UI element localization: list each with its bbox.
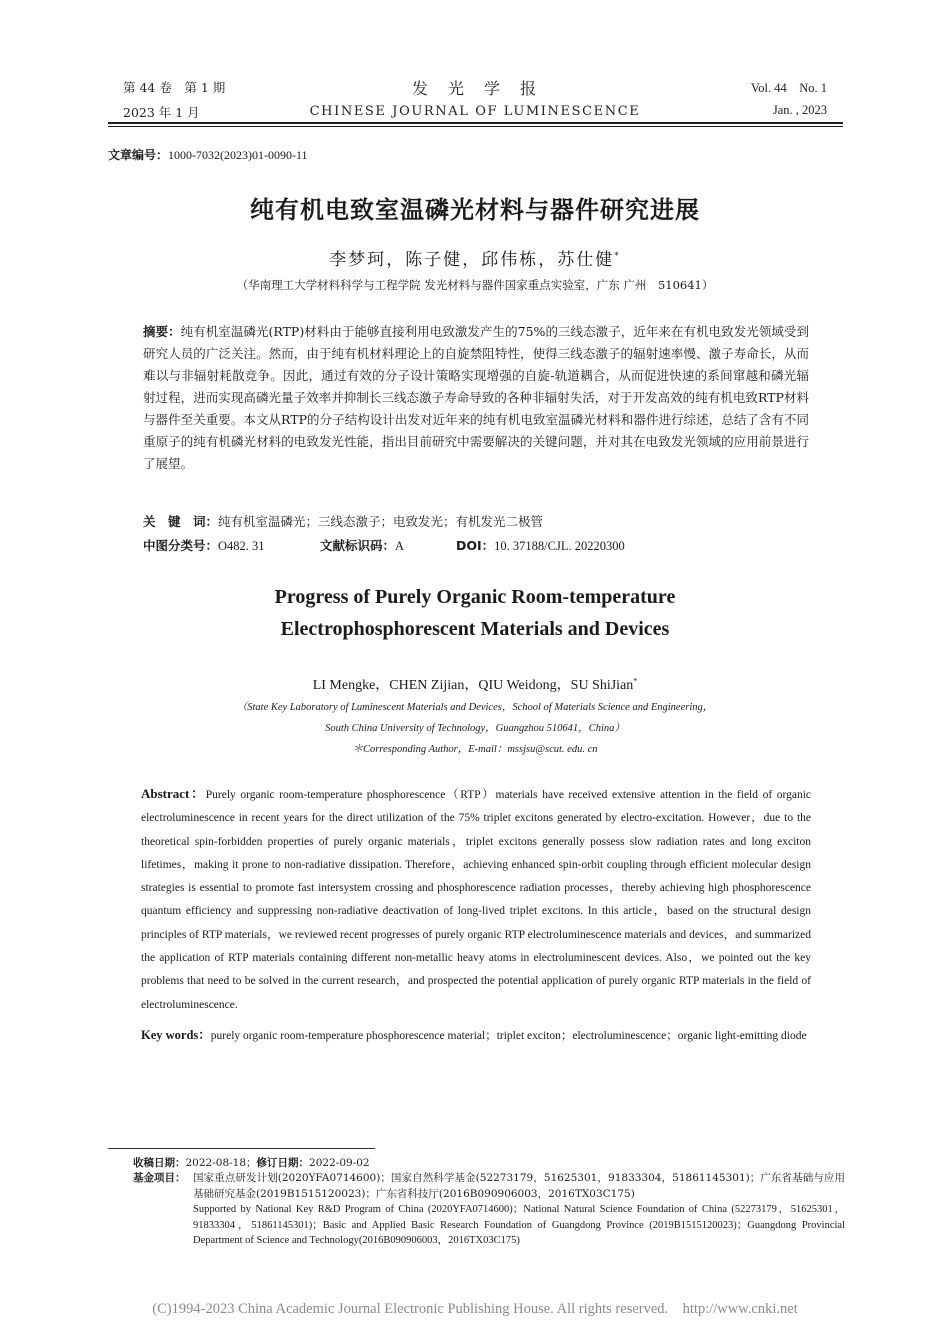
document-code: [320, 536, 404, 554]
doi: [456, 536, 625, 554]
corresponding-mark-cn: *: [614, 251, 621, 262]
authors-cn-names: 李梦珂，陈子健，邱伟栋，苏仕健: [329, 250, 615, 270]
fund-cn: 国家重点研发计划(2020YFA0714600)；国家自然科学基金(52273179，51625301，91833304，51861145301)；广东省基础与应用基础研究基金(2019B1515120023)；广东省科技厅(2016B090906003，2016TX03C175): [193, 1172, 845, 1200]
journal-name-cn: 发 光 学 报: [411, 79, 538, 98]
header-rule-thick: [108, 122, 843, 124]
clc-label: 中图分类号：: [143, 538, 219, 553]
keywords-en-text: purely organic room-temperature phosphorescence material；triplet exciton；electroluminescence；organic light-emitting diode: [210, 1030, 807, 1042]
affiliation-en-line-1: （State Key Laboratory of Luminescent Materials and Devices，School of Materials Science and Engineering，: [236, 702, 714, 713]
affiliation-cn: （华南理工大学材料科学与工程学院 发光材料与器件国家重点实验室，广东 广州 510641）: [236, 278, 714, 292]
doc-code-label: 文献标识码：: [320, 538, 396, 553]
abstract-en-label: Abstract：: [141, 786, 206, 801]
received-label: 收稿日期：: [133, 1157, 186, 1169]
title-en-line-1: Progress of Purely Organic Room-temperature: [274, 586, 676, 608]
footnote-rule: [108, 1148, 375, 1149]
article-number-value: 1000-7032(2023)01-0090-11: [168, 148, 308, 162]
clc-number: [143, 536, 265, 554]
header-rule-thin: [108, 126, 843, 127]
copyright-notice: (C)1994-2023 China Academic Journal Electronic Publishing House. All rights reserved. http://www.cnki.net: [152, 1301, 798, 1317]
doi-value: 10. 37188/CJL. 20220300: [494, 539, 625, 553]
abstract-cn-label: 摘要：: [143, 324, 181, 339]
revised-date: 2022-09-02: [309, 1157, 370, 1169]
authors-en-names: LI Mengke，CHEN Zijian，QIU Weidong，SU ShiJian: [312, 678, 634, 693]
authors-en: [0, 674, 950, 694]
title-en-line-2: Electrophosphorescent Materials and Devices: [280, 618, 670, 640]
journal-name-en: CHINESE JOURNAL OF LUMINESCENCE: [309, 104, 641, 119]
article-number: [108, 146, 308, 163]
keywords-cn-label: 关 键 词：: [143, 514, 219, 529]
volume-issue-en: Vol. 44 No. 1: [750, 81, 827, 95]
affiliation-en-line-2: South China University of Technology，Guangzhou 510641，China）: [325, 723, 625, 734]
abstract-en: [141, 782, 811, 1017]
keywords-cn: [143, 512, 809, 530]
fund-en: Supported by National Key R&D Program of China (2020YFA0714600)；National Natural Science Foundation of China (52273179，51625301，91833304，51861145301)；Basic and Applied Basic Research Foundation of Guangdong Province (2019B1515120023)；Guangdong Provincial Department of Science and Technology(2016B090906003，2016TX03C175): [193, 1204, 845, 1246]
dates-footnote: [133, 1156, 370, 1172]
issue-date-cn: 2023 年 1 月: [123, 105, 200, 120]
corresponding-author: ＊Corresponding Author，E-mail：mssjsu@scut. edu. cn: [352, 744, 598, 755]
volume-issue-cn: 第 44 卷 第 1 期: [123, 80, 226, 95]
abstract-cn-text: 纯有机室温磷光(RTP)材料由于能够直接利用电致激发产生的75%的三线态激子，近年来在有机电致发光领域受到研究人员的广泛关注。然而，由于纯有机材料理论上的自旋禁阻特性，使得三线态激子的辐射速率慢、激子寿命长，从而难以与非辐射耗散竞争。因此，通过有效的分子设计策略实现增强的自旋-轨道耦合，从而促进快速的系间窜越和磷光辐射过程，进而实现高磷光量子效率并抑制长三线态激子寿命导致的各种非辐射失活，对于开发高效的纯有机电致RTP材料与器件至关重要。本文从RTP的分子结构设计出发对近年来的纯有机电致室温磷光材料和器件进行综述，总结了含有不同重原子的纯有机磷光材料的电致发光性能，指出目前研究中需要解决的关键问题，并对其在电致发光领域的应用前景进行了展望。: [143, 324, 809, 471]
issue-date-en: Jan. , 2023: [772, 103, 827, 117]
article-number-label: 文章编号：: [108, 148, 169, 162]
received-date: 2022-08-18；: [185, 1157, 257, 1169]
doi-label: DOI：: [456, 538, 495, 553]
doc-code-value: A: [395, 539, 405, 553]
abstract-en-text: Purely organic room-temperature phosphorescence（RTP）materials have received extensive attention in the field of organic electroluminescence in recent years for the direct utilization of the 75% triplet excitons generated by electro-excitation. However，due to the theoretical spin-forbidden properties of purely organic materials，triplet excitons generally possess slow radiation rates and long exciton lifetimes，making it prone to non-radiative dissipation. Therefore，achieving enhanced spin-orbit coupling through efficient molecular design strategies is essential to promote fast intersystem crossing and phosphorescence radiation processes，thereby achieving high phosphorescence quantum efficiency and suppressing non-radiative deactivation of long-lived triplet excitons. In this article，based on the structural design principles of RTP materials，we reviewed recent progresses of purely organic RTP electroluminescence materials and devices，and summarized the application of RTP materials containing different non-metallic heavy atoms in electroluminescent devices. Also，we pointed out the key problems that need to be solved in the current research，and prospected the potential application of purely organic RTP materials in the field of electroluminescence.: [141, 789, 811, 1011]
keywords-cn-text: 纯有机室温磷光；三线态激子；电致发光；有机发光二极管: [218, 514, 544, 529]
abstract-cn: [143, 321, 809, 475]
corresponding-mark-en: *: [633, 676, 638, 686]
clc-value: O482. 31: [218, 539, 265, 553]
keywords-en: [141, 1024, 811, 1047]
authors-cn: [0, 245, 950, 270]
fund-label: 基金项目：: [133, 1172, 186, 1184]
keywords-en-label: Key words：: [141, 1028, 211, 1042]
revised-label: 修订日期：: [256, 1157, 310, 1169]
title-cn: 纯有机电致室温磷光材料与器件研究进展: [250, 195, 700, 224]
